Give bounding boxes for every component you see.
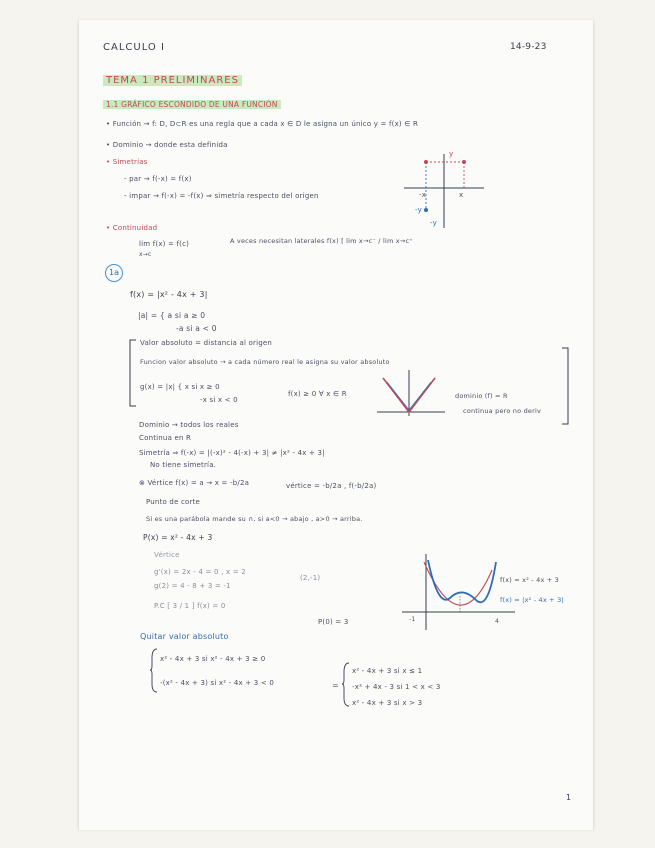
symmetry-graph — [400, 150, 490, 230]
vertice-label: Vértice — [154, 551, 180, 559]
vertice-formula: ⊗ Vértice f(x) = a → x = -b/2a — [139, 479, 250, 487]
abs-def-1: |a| = { a si a ≥ 0 — [138, 311, 206, 320]
note-continuidad: • Continuidad — [106, 224, 158, 232]
parabola-label-f: f(x) = x² - 4x + 3 — [500, 576, 560, 584]
graph1-label-negx: -x — [419, 191, 427, 199]
dominio-reales: Dominio → todos los reales — [139, 421, 239, 429]
parabola-graph — [400, 552, 520, 632]
parabola-note: Si es una parábola mande su ∩, si a<0 → abajo , a>0 → arriba. — [146, 515, 363, 523]
note-dominio: • Dominio → donde esta definida — [106, 141, 228, 149]
result-case-2: -x² + 4x - 3 si 1 < x < 3 — [352, 683, 441, 691]
parabola-tick-neg1: -1 — [409, 616, 416, 623]
px-def: P(x) = x² - 4x + 3 — [143, 533, 213, 542]
gx-def-1: g(x) = |x| { x si x ≥ 0 — [140, 383, 220, 391]
graph1-label-y: y — [449, 150, 454, 158]
bracket-left — [128, 338, 138, 408]
result-case-1: x² - 4x + 3 si x ≤ 1 — [352, 667, 423, 675]
bracket-right — [560, 346, 570, 426]
note-funcion: • Función → f: D, D⊂R es una regla que a cada x ∈ D le asigna un único y = f(x) ∈ R — [106, 120, 419, 128]
vertice-formula-2: vértice = -b/2a , f(-b/2a) — [286, 482, 377, 490]
date: 14-9-23 — [510, 42, 547, 52]
graph1-label-negy: -y — [430, 219, 437, 227]
note-par: - par → f(-x) = f(x) — [124, 175, 192, 183]
continua-no-deriv: continua pero no deriv — [463, 407, 542, 415]
punto-corte-values: P.C [ 3 / 1 ] f(x) = 0 — [154, 602, 226, 610]
abs-def-2: -a si a < 0 — [176, 324, 217, 333]
equals-sign: = — [332, 681, 339, 690]
section-title: 1.1 GRÁFICO ESCONDIDO DE UNA FUNCIÓN — [103, 100, 281, 109]
abs-graph — [375, 368, 447, 418]
graph1-label-negy-left: -y — [415, 206, 422, 214]
vertex-point: (2,-1) — [300, 574, 321, 582]
funcion-valor-note: Funcion valor absoluto → a cada número real le asigna su valor absoluto — [140, 358, 390, 366]
brace-right — [342, 662, 350, 707]
func-def: f(x) = |x² - 4x + 3| — [130, 290, 208, 299]
quitar-title: Quitar valor absoluto — [140, 632, 229, 641]
note-lim: lim f(x) = f(c) — [139, 240, 190, 248]
quitar-case-1: x² - 4x + 3 si x² - 4x + 3 ≥ 0 — [160, 655, 266, 663]
parabola-label-abs: f(x) = |x² - 4x + 3| — [500, 596, 564, 604]
topic-title: TEMA 1 PRELIMINARES — [103, 75, 242, 86]
note-lim-sub: x→c — [139, 251, 152, 258]
p-of-0: P(0) = 3 — [318, 618, 349, 626]
note-impar: - impar → f(-x) = -f(x) ⇒ simetría respecto del origen — [124, 192, 319, 200]
continua-r: Continua en R — [139, 434, 192, 442]
example-badge: 1a — [105, 264, 123, 282]
note-laterales: A veces necesitan laterales f(x) [ lim x→c⁻ / lim x→c⁺ — [230, 237, 413, 245]
valor-absoluto-note: Valor absoluto = distancia al origen — [140, 339, 273, 347]
course-title: CALCULO I — [103, 42, 165, 53]
parabola-tick-4: 4 — [495, 618, 500, 625]
brace-left — [150, 648, 158, 693]
punto-corte: Punto de corte — [146, 498, 201, 506]
quitar-case-2: -(x² - 4x + 3) si x² - 4x + 3 < 0 — [160, 679, 274, 687]
page-number: 1 — [566, 793, 572, 802]
derivative: g'(x) = 2x - 4 = 0 , x = 2 — [154, 568, 246, 576]
simetria-check: Simetría ⇒ f(-x) = |(-x)² - 4(-x) + 3| ≠ |x² - 4x + 3| — [139, 449, 325, 457]
dominio-r: dominio (f) = R — [455, 392, 508, 400]
gx-condition: f(x) ≥ 0 ∀ x ∈ R — [288, 390, 347, 398]
result-case-3: x² - 4x + 3 si x > 3 — [352, 699, 423, 707]
graph1-label-x: x — [459, 191, 464, 199]
no-simetria: No tiene simetría. — [150, 461, 217, 469]
gx-def-2: -x si x < 0 — [200, 396, 238, 404]
g-of-2: g(2) = 4 - 8 + 3 = -1 — [154, 582, 231, 590]
note-simetrias: • Simetrías — [106, 158, 148, 166]
